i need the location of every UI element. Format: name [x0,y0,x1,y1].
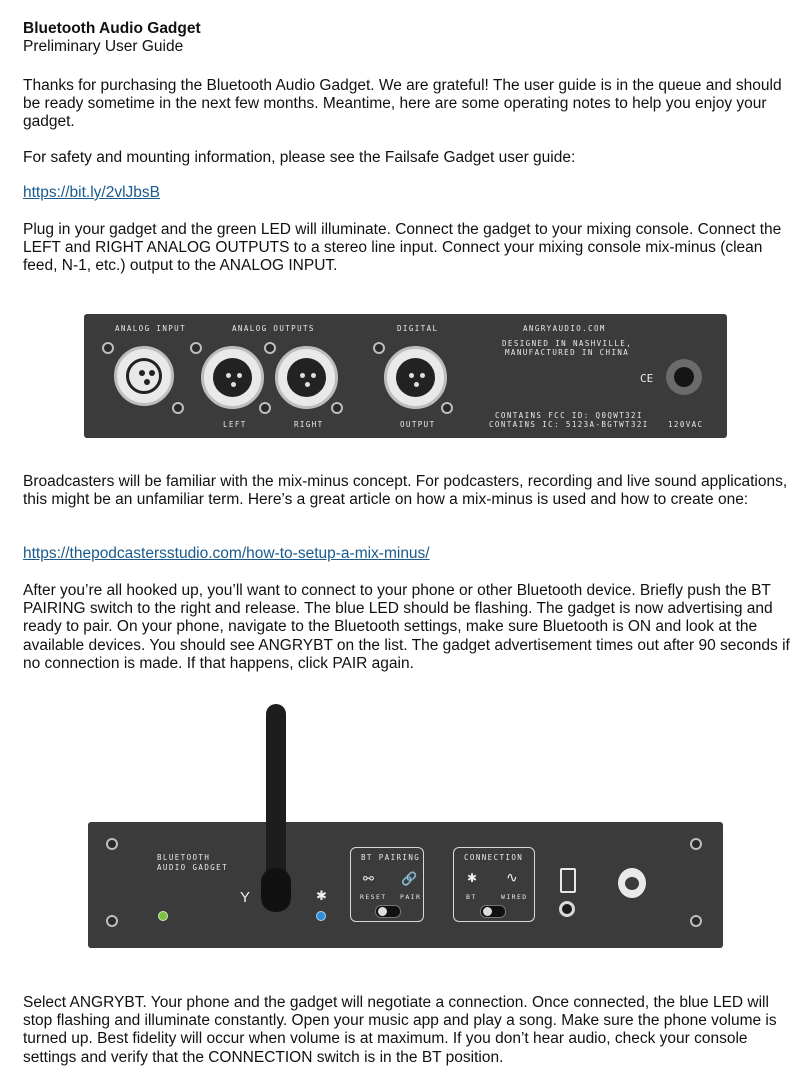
intro-paragraph: Thanks for purchasing the Bluetooth Audio Gadget. We are grateful! The user guide is in the queue and should be ready sometime in the next few months. Meantime, here are some operating notes to help you enjoy your gadget. [23,77,782,131]
front-panel-illustration [88,822,723,948]
broken-link-icon: ⚯ [363,871,374,886]
bluetooth-led [316,911,326,921]
plugin-paragraph: Plug in your gadget and the green LED will illuminate. Connect the gadget to your mixing console. Connect the LEFT and RIGHT ANALOG OUTPUTS to a stereo line input. Connect your mixing console mix-minus (clean feed, N-1, etc.) output to the ANALOG INPUT. [23,221,782,275]
connection-label: CONNECTION [464,853,524,862]
digital-output-connector [384,346,447,409]
reset-label: RESET [360,893,387,901]
screw-icon [172,402,184,414]
device-name-line2: AUDIO GADGET [157,863,228,872]
power-inlet-icon [666,359,702,395]
bluetooth-icon: ✱ [316,888,327,903]
wired-label: WIRED [501,893,528,901]
output-label: OUTPUT [400,420,436,429]
right-output-connector [275,346,338,409]
cable-icon: ∿ [506,869,518,885]
screw-icon [690,838,702,850]
phone-icon [560,868,576,893]
connection-switch[interactable] [480,905,506,918]
device-name-line1: BLUETOOTH [157,853,211,862]
select-paragraph: Select ANGRYBT. Your phone and the gadget will negotiate a connection. Once connected, the blue LED will stop flashing and illuminate constantly. Open your music app and play a song. Make sure the phone volume is turned up. Best fidelity will occur when volume is at maximum. If you don’t hear audio, check your console settings and verify that the CONNECTION switch is in the BT position. [23,994,777,1066]
fcc-label: CONTAINS FCC ID: Q0QWT32I [495,411,643,420]
pair-label: PAIR [400,893,422,901]
screw-icon [190,342,202,354]
ce-mark-icon: CE [640,372,654,385]
analog-input-connector [114,346,174,406]
screw-icon [106,838,118,850]
screw-icon [331,402,343,414]
screw-icon [373,342,385,354]
screw-icon [690,915,702,927]
manufactured-label: MANUFACTURED IN CHINA [505,348,630,357]
bluetooth-icon: ✱ [467,871,478,885]
designed-label: DESIGNED IN NASHVILLE, [502,339,633,348]
mixminus-paragraph: Broadcasters will be familiar with the mix-minus concept. For podcasters, recording and live sound applications, this might be an unfamiliar term. Here’s a great article on how a mix-minus is used and how to create one: [23,473,788,509]
analog-outputs-label: ANALOG OUTPUTS [232,324,315,333]
safety-paragraph: For safety and mounting information, please see the Failsafe Gadget user guide: [23,149,576,166]
left-output-connector [201,346,264,409]
right-label: RIGHT [294,420,324,429]
angry-audio-logo-icon [618,868,646,898]
headphone-jack [559,901,575,917]
screw-icon [102,342,114,354]
mixminus-link[interactable]: https://thepodcastersstudio.com/how-to-setup-a-mix-minus/ [23,545,430,562]
antenna [266,704,286,888]
connection-box [453,847,535,922]
document-title: Bluetooth Audio Gadget [23,20,201,37]
digital-label: DIGITAL [397,324,439,333]
rear-panel-illustration [84,314,727,438]
screw-icon [441,402,453,414]
bt-pairing-switch[interactable] [375,905,401,918]
pairing-paragraph: After you’re all hooked up, you’ll want to connect to your phone or other Bluetooth device. Briefly push the BT PAIRING switch to the right and release. The blue LED should be flashing. The gadget is now advertising and ready to pair. On your phone, navigate to the Bluetooth settings, make sure Bluetooth is ON and look at the available devices. You should see ANGRYBT on the list. The gadget advertisement times out after 90 seconds if no connection is made. If that happens, click PAIR again. [23,582,790,672]
bt-pairing-box [350,847,424,922]
power-label: 120VAC [668,420,704,429]
screw-icon [259,402,271,414]
antenna-base [261,868,291,912]
screw-icon [106,915,118,927]
document-header [23,20,793,56]
analog-input-label: ANALOG INPUT [115,324,186,333]
bt-label: BT [466,893,477,901]
document-subtitle: Preliminary User Guide [23,38,184,56]
left-label: LEFT [223,420,247,429]
antenna-icon: Y [240,889,251,906]
bt-pairing-label: BT PAIRING [361,853,421,862]
safety-link[interactable]: https://bit.ly/2vlJbsB [23,184,160,201]
ic-label: CONTAINS IC: 5123A-BGTWT32I [489,420,649,429]
brand-label: ANGRYAUDIO.COM [523,324,606,333]
power-led [158,911,168,921]
link-icon: 🔗 [401,871,418,886]
screw-icon [264,342,276,354]
